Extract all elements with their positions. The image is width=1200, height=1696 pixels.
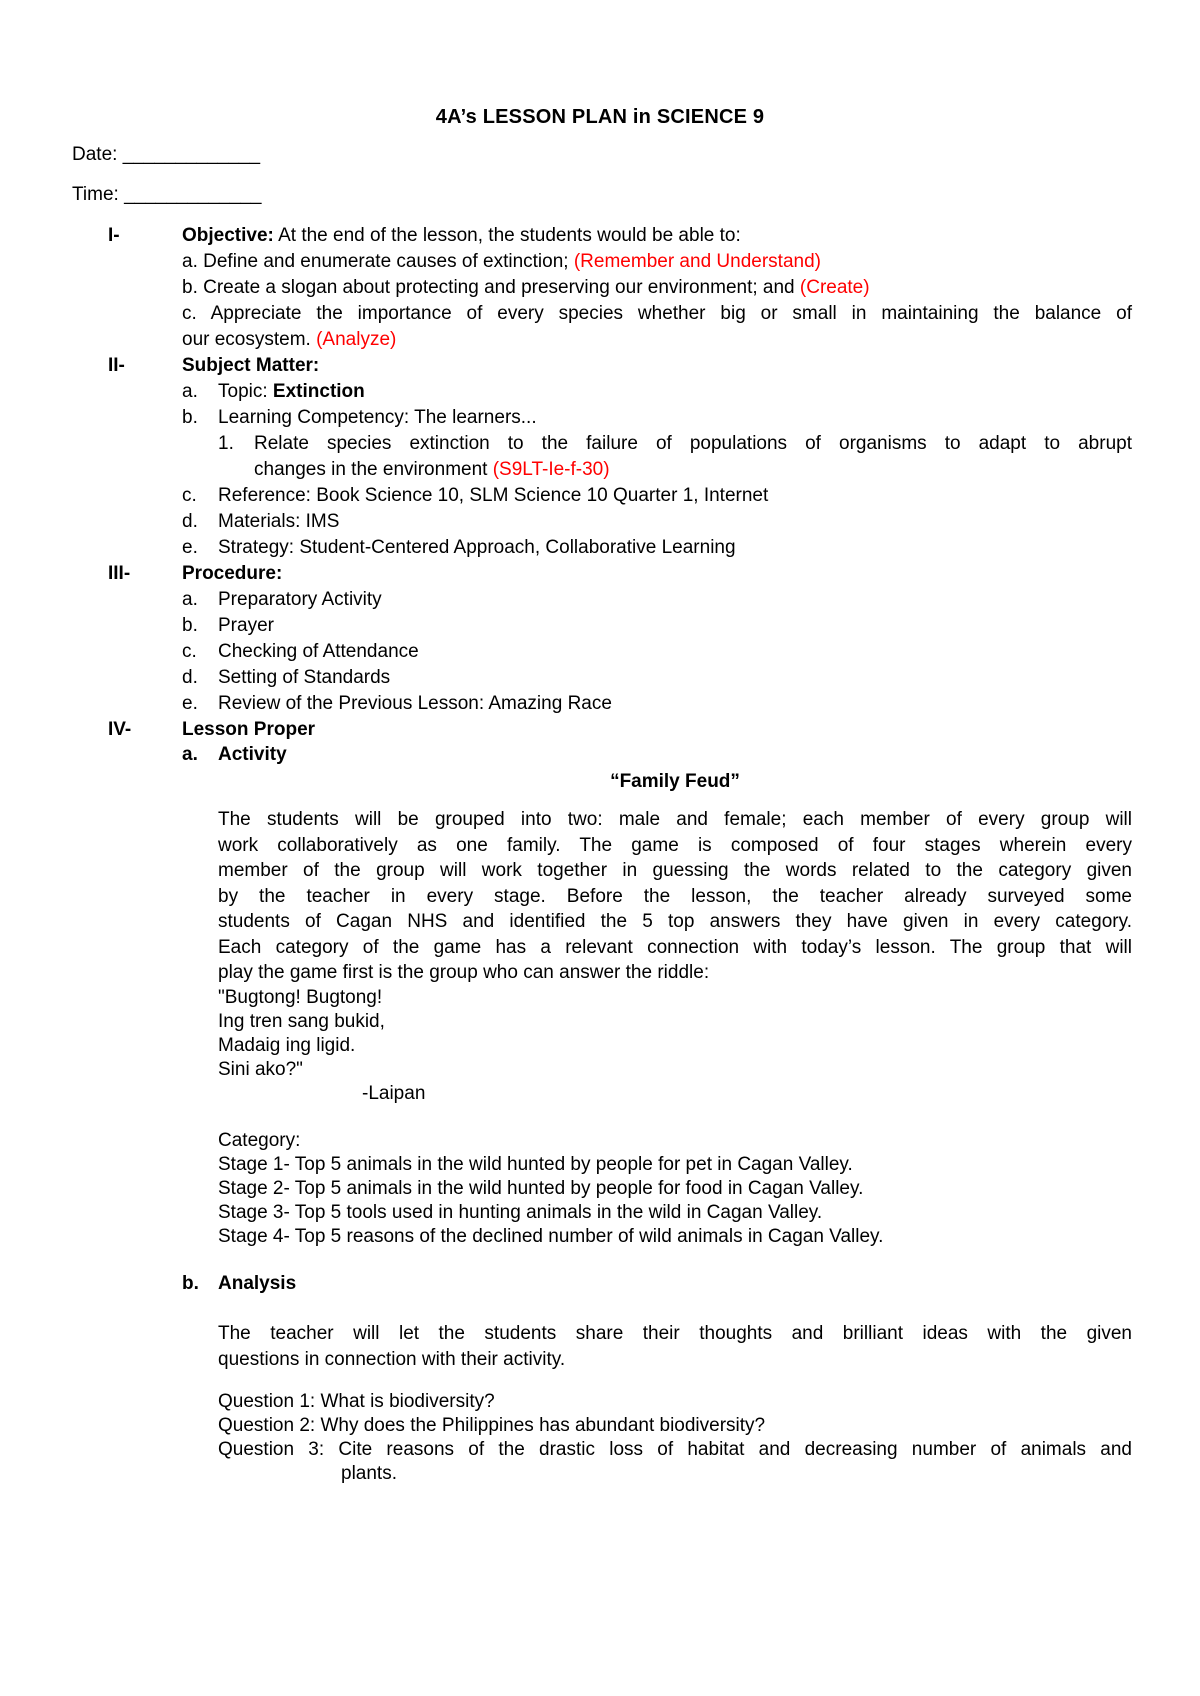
list-item — [182, 638, 419, 665]
paragraph-line: work collaboratively as one family. The game is composed of four stages wherein every — [218, 834, 1132, 856]
competency-text: changes in the environment — [254, 459, 493, 480]
question-item: Question 3: Cite reasons of the drastic loss of habitat and decreasing number of animals and — [218, 1439, 1132, 1460]
activity-heading — [182, 741, 287, 768]
item-text: Prayer — [218, 615, 274, 636]
item-label: a. — [182, 381, 198, 402]
list-item — [182, 586, 382, 613]
section-number: II- — [108, 355, 125, 376]
item-label: c. — [182, 641, 197, 662]
riddle-line: Ing tren sang bukid, — [218, 1011, 385, 1032]
paragraph-line: Each category of the game has a relevant connection with today’s lesson. The group that will — [218, 936, 1132, 958]
competency-code: (S9LT-Ie-f-30) — [492, 459, 610, 480]
paragraph-line: by the teacher in every stage. Before the lesson, the teacher already surveyed some — [218, 885, 1132, 907]
section-heading: Procedure: — [182, 563, 283, 584]
game-title: “Family Feud” — [610, 771, 740, 792]
section-number: I- — [108, 225, 120, 246]
item-label: b. — [182, 407, 198, 428]
paragraph-line: member of the group will work together in guessing the words related to the category given — [218, 860, 1132, 881]
item-label: a. — [182, 744, 198, 765]
activity-title: Activity — [218, 744, 287, 765]
objective-item-cont — [182, 326, 396, 353]
competency-detail: Relate species extinction to the failure of populations of organisms to adapt to abrupt — [254, 433, 1132, 454]
category-label: Category: — [218, 1130, 301, 1151]
riddle-line: Madaig ing ligid. — [218, 1035, 356, 1056]
question-item-cont: plants. — [341, 1463, 397, 1484]
bloom-tag: (Remember and Understand) — [573, 251, 821, 272]
section-number: IV- — [108, 719, 132, 740]
list-item — [182, 664, 390, 691]
item-label: d. — [182, 511, 198, 532]
bloom-tag: (Create) — [799, 277, 870, 298]
competency-text: Learning Competency: The learners... — [218, 407, 537, 428]
activity-paragraph — [218, 807, 1132, 986]
section-heading: Lesson Proper — [182, 719, 316, 740]
question-item: Question 2: Why does the Philippines has abundant biodiversity? — [218, 1415, 766, 1436]
item-label: c. — [182, 485, 197, 506]
item-label: b. — [182, 615, 198, 636]
topic-value: Extinction — [272, 381, 365, 402]
item-text: Strategy: Student-Centered Approach, Collaborative Learning — [218, 537, 736, 558]
competency-line — [182, 404, 537, 431]
list-item — [182, 690, 612, 717]
topic-line — [182, 378, 365, 405]
paragraph-line: The students will be grouped into two: male and female; each member of every group will — [218, 809, 1132, 830]
question-item: Question 1: What is biodiversity? — [218, 1391, 495, 1412]
list-item — [182, 534, 736, 561]
item-label: e. — [182, 537, 198, 558]
item-text: Review of the Previous Lesson: Amazing Race — [218, 693, 612, 714]
stage-item: Stage 4- Top 5 reasons of the declined number of wild animals in Cagan Valley. — [218, 1226, 884, 1247]
competency-detail-cont — [254, 456, 610, 483]
riddle-line: "Bugtong! Bugtong! — [218, 987, 383, 1008]
paragraph-line: The teacher will let the students share their thoughts and brilliant ideas with the given — [218, 1323, 1132, 1344]
paragraph-line: students of Cagan NHS and identified the 5 top answers they have given in every category. — [218, 911, 1132, 932]
item-text: Preparatory Activity — [218, 589, 382, 610]
sub-item-number: 1. — [218, 433, 234, 454]
riddle-answer: -Laipan — [362, 1083, 426, 1104]
list-item — [182, 508, 339, 535]
objective-intro — [182, 222, 741, 249]
objective-intro-text: At the end of the lesson, the students would be able to: — [273, 225, 741, 246]
section-heading: Subject Matter: — [182, 355, 320, 376]
objective-text: a. Define and enumerate causes of extinction; — [182, 251, 574, 272]
stage-item: Stage 2- Top 5 animals in the wild hunted by people for food in Cagan Valley. — [218, 1178, 864, 1199]
date-line: Date: _____________ — [72, 144, 261, 165]
list-item — [182, 612, 274, 639]
item-text: Checking of Attendance — [218, 641, 419, 662]
section-number: III- — [108, 563, 131, 584]
item-text: Reference: Book Science 10, SLM Science 10 Quarter 1, Internet — [218, 485, 769, 506]
analysis-paragraph — [218, 1321, 1132, 1372]
item-label: e. — [182, 693, 198, 714]
item-text: Setting of Standards — [218, 667, 391, 688]
list-item — [182, 482, 768, 509]
objective-item — [182, 274, 870, 301]
analysis-title: Analysis — [218, 1273, 297, 1294]
objective-text: b. Create a slogan about protecting and preserving our environment; and — [182, 277, 800, 298]
objective-item — [182, 248, 821, 275]
topic-prefix: Topic: — [218, 381, 273, 402]
item-label: d. — [182, 667, 198, 688]
analysis-heading — [182, 1270, 296, 1297]
riddle-line: Sini ako?" — [218, 1059, 303, 1080]
section-heading: Objective: — [182, 225, 274, 246]
paragraph-line: play the game first is the group who can answer the riddle: — [218, 962, 710, 983]
page-title: 4A’s LESSON PLAN in SCIENCE 9 — [435, 106, 765, 128]
item-text: Materials: IMS — [218, 511, 340, 532]
paragraph-line: questions in connection with their activity. — [218, 1348, 566, 1370]
bloom-tag: (Analyze) — [316, 329, 397, 350]
stage-item: Stage 1- Top 5 animals in the wild hunted by people for pet in Cagan Valley. — [218, 1154, 853, 1175]
objective-text: our ecosystem. — [182, 329, 317, 350]
item-label: a. — [182, 589, 198, 610]
stage-item: Stage 3- Top 5 tools used in hunting animals in the wild in Cagan Valley. — [218, 1202, 823, 1223]
objective-item: c. Appreciate the importance of every species whether big or small in maintaining the balance of — [182, 303, 1132, 324]
time-line: Time: _____________ — [72, 184, 262, 205]
item-label: b. — [182, 1273, 199, 1294]
